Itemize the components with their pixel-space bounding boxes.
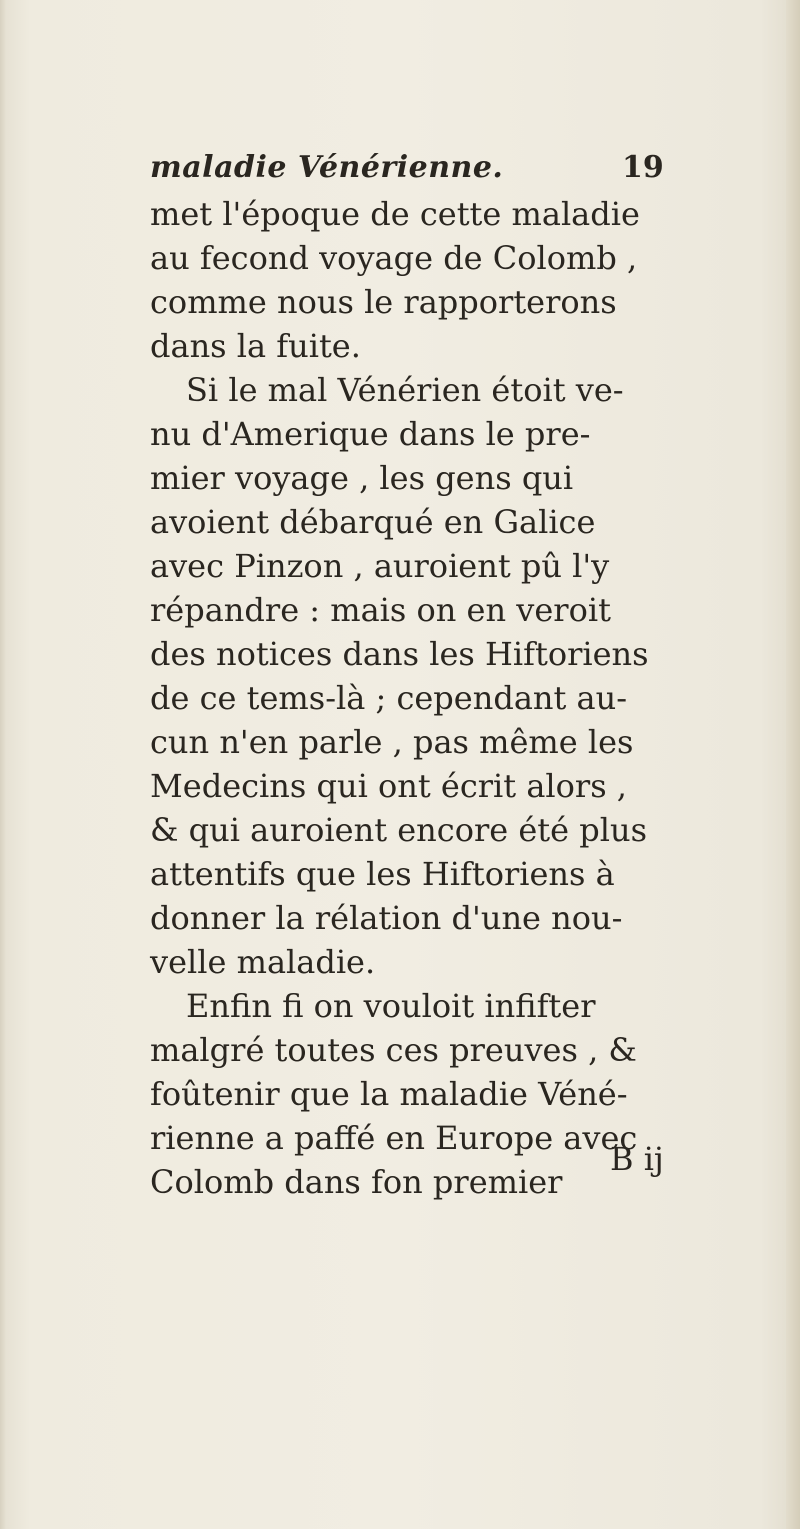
- text-line: Si le mal Vénérien étoit ve-: [186, 371, 624, 409]
- text-line: velle maladie.: [150, 943, 376, 981]
- text-line: au fecond voyage de Colomb ,: [150, 239, 638, 277]
- text-line: de ce tems-là ; cependant au-: [150, 679, 628, 717]
- text-line: mier voyage , les gens qui: [150, 459, 574, 497]
- text-line: met l'époque de cette maladie: [150, 195, 640, 233]
- body-text: [150, 192, 690, 1204]
- page-number: 19: [622, 150, 664, 185]
- running-title: maladie Vénérienne.: [150, 150, 504, 185]
- text-line: répandre : mais on en veroit: [150, 591, 611, 629]
- text-line: rienne a paffé en Europe avec: [150, 1119, 638, 1157]
- text-line: des notices dans les Hiftoriens: [150, 635, 649, 673]
- text-line: Colomb dans fon premier: [150, 1163, 563, 1201]
- text-line: avec Pinzon , auroient pû l'y: [150, 547, 610, 585]
- text-line: foûtenir que la maladie Véné-: [150, 1075, 628, 1113]
- text-line: Medecins qui ont écrit alors ,: [150, 767, 627, 805]
- text-line: cun n'en parle , pas même les: [150, 723, 634, 761]
- signature-mark: B ij: [610, 1140, 664, 1178]
- text-line: donner la rélation d'une nou-: [150, 899, 623, 937]
- text-line: & qui auroient encore été plus: [150, 811, 648, 849]
- text-line: comme nous le rapporterons: [150, 283, 617, 321]
- text-line: attentifs que les Hiftoriens à: [150, 855, 615, 893]
- text-line: avoient débarqué en Galice: [150, 503, 596, 541]
- page-gutter-left: [0, 0, 6, 1529]
- page-edge-right: [786, 0, 800, 1529]
- text-line: nu d'Amerique dans le pre-: [150, 415, 591, 453]
- text-line: dans la fuite.: [150, 327, 361, 365]
- text-line: malgré toutes ces preuves , &: [150, 1031, 637, 1069]
- text-line: Enfin fi on vouloit infifter: [186, 987, 596, 1025]
